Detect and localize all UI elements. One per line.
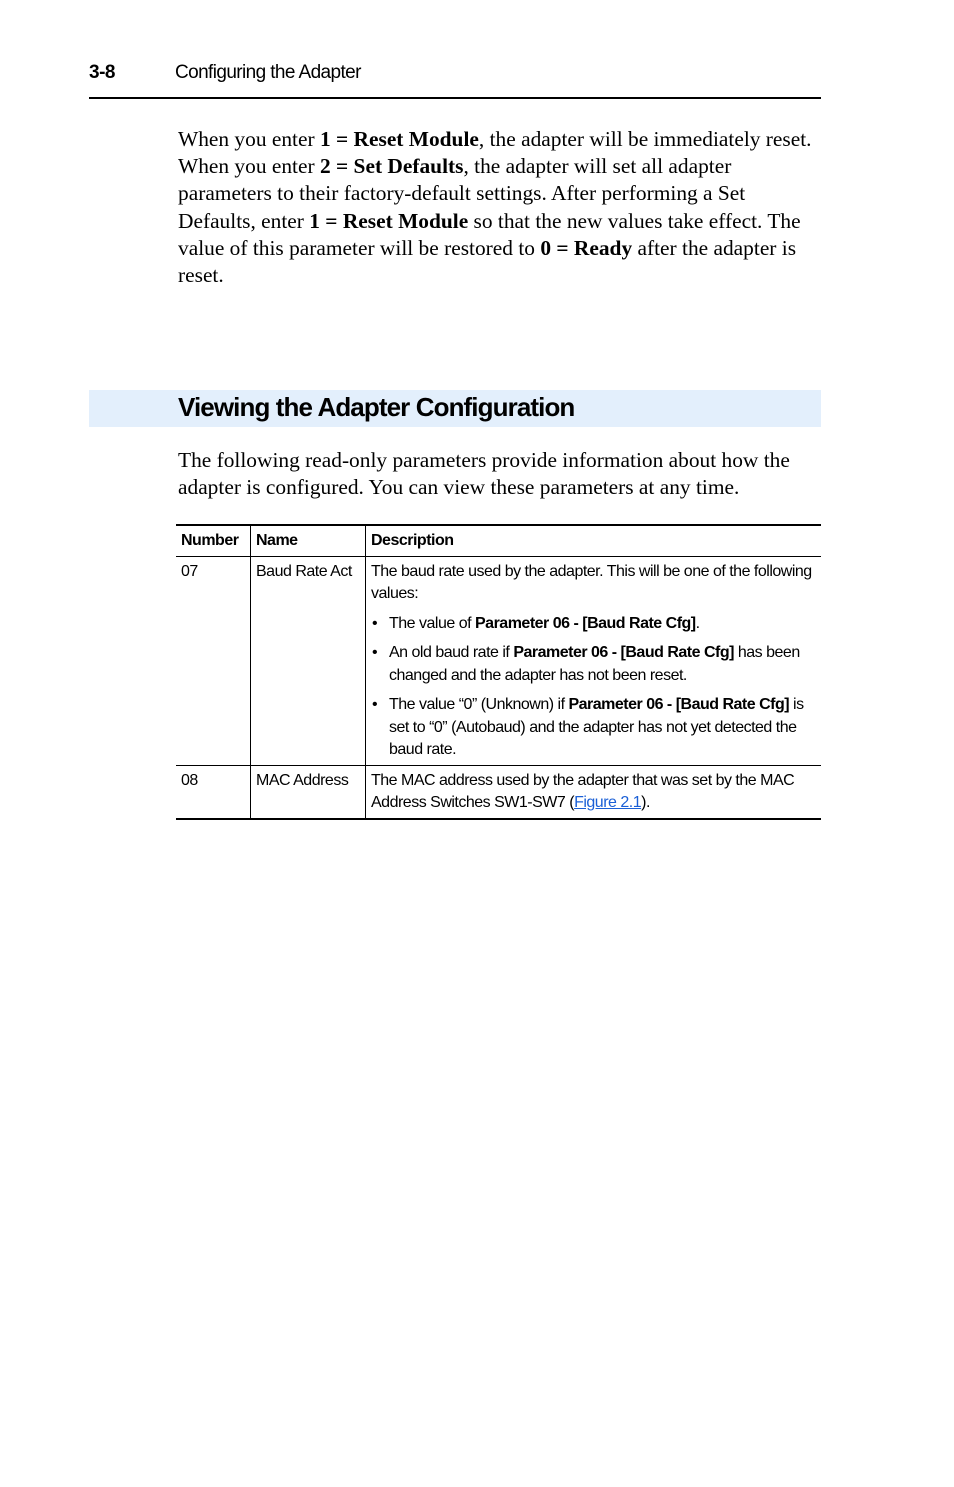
- table-row: [176, 556, 821, 765]
- bullet-text: has been changed and the adapter has not been reset.: [389, 644, 800, 684]
- param-description: [366, 765, 822, 819]
- intro-text: , the adapter will set all adapter parameters to their factory-default settings. After performing a Set Defaults, enter: [178, 154, 746, 233]
- param-name: Baud Rate Act: [251, 556, 366, 765]
- bullet-marker: •: [372, 696, 378, 713]
- column-header-description: Description: [366, 525, 822, 556]
- bullet-text: The value “0” (Unknown) if: [389, 696, 569, 713]
- table-row: [176, 765, 821, 819]
- column-header-number: Number: [181, 532, 239, 549]
- column-header-name: Name: [251, 525, 366, 556]
- figure-link[interactable]: Figure 2.1: [574, 794, 642, 811]
- parameter-table: [176, 524, 821, 820]
- section-heading: Viewing the Adapter Configuration: [178, 392, 575, 422]
- intro-text: after the adapter is reset.: [178, 235, 797, 288]
- bullet-marker: •: [372, 614, 378, 632]
- intro-paragraph: [178, 126, 823, 289]
- section-heading-band: [89, 390, 821, 427]
- description-text: The MAC address used by the adapter that was set by the MAC Address Switches SW1-SW7 (: [371, 771, 795, 811]
- page-number: 3-8: [89, 62, 115, 83]
- bullet-text: The value of: [389, 614, 475, 632]
- intro-text: , the adapter will be immediately reset. When you enter: [178, 127, 812, 179]
- bullet-item: [371, 642, 816, 687]
- intro-bold: 1 = Reset Module: [309, 208, 469, 233]
- intro-text: so that the new values take effect. The value of this parameter will be restored to: [178, 208, 801, 260]
- bullet-text: An old baud rate if: [389, 644, 514, 661]
- param-number: 08: [181, 771, 198, 789]
- bullet-item: [371, 694, 816, 762]
- parameter-reference: Parameter 06 - [Baud Rate Cfg]: [513, 644, 734, 661]
- intro-bold: 1 = Reset Module: [319, 127, 479, 151]
- bullet-item: [371, 613, 816, 636]
- intro-text: When you enter: [178, 127, 320, 151]
- intro-bold: 2 = Set Defaults: [319, 154, 464, 179]
- bullet-marker: •: [372, 644, 378, 661]
- table-header-row: [176, 525, 821, 556]
- bullet-text: is set to “0” (Autobaud) and the adapter has not yet detected the baud rate.: [389, 696, 804, 758]
- param-name: MAC Address: [251, 765, 366, 819]
- page-header: [89, 58, 821, 99]
- param-description: [366, 556, 822, 765]
- description-text: ).: [641, 794, 650, 811]
- parameter-reference: Parameter 06 - [Baud Rate Cfg]: [568, 696, 790, 713]
- chapter-title: Configuring the Adapter: [175, 62, 361, 83]
- intro-bold: 0 = Ready: [540, 235, 633, 260]
- section-paragraph: The following read-only parameters provide information about how the adapter is configured. You can view these parameters at any time.: [178, 448, 790, 500]
- parameter-reference: Parameter 06 - [Baud Rate Cfg]: [475, 614, 696, 632]
- description-text: The baud rate used by the adapter. This will be one of the following values:: [371, 562, 812, 602]
- bullet-text: .: [695, 614, 700, 632]
- param-number: 07: [181, 562, 198, 580]
